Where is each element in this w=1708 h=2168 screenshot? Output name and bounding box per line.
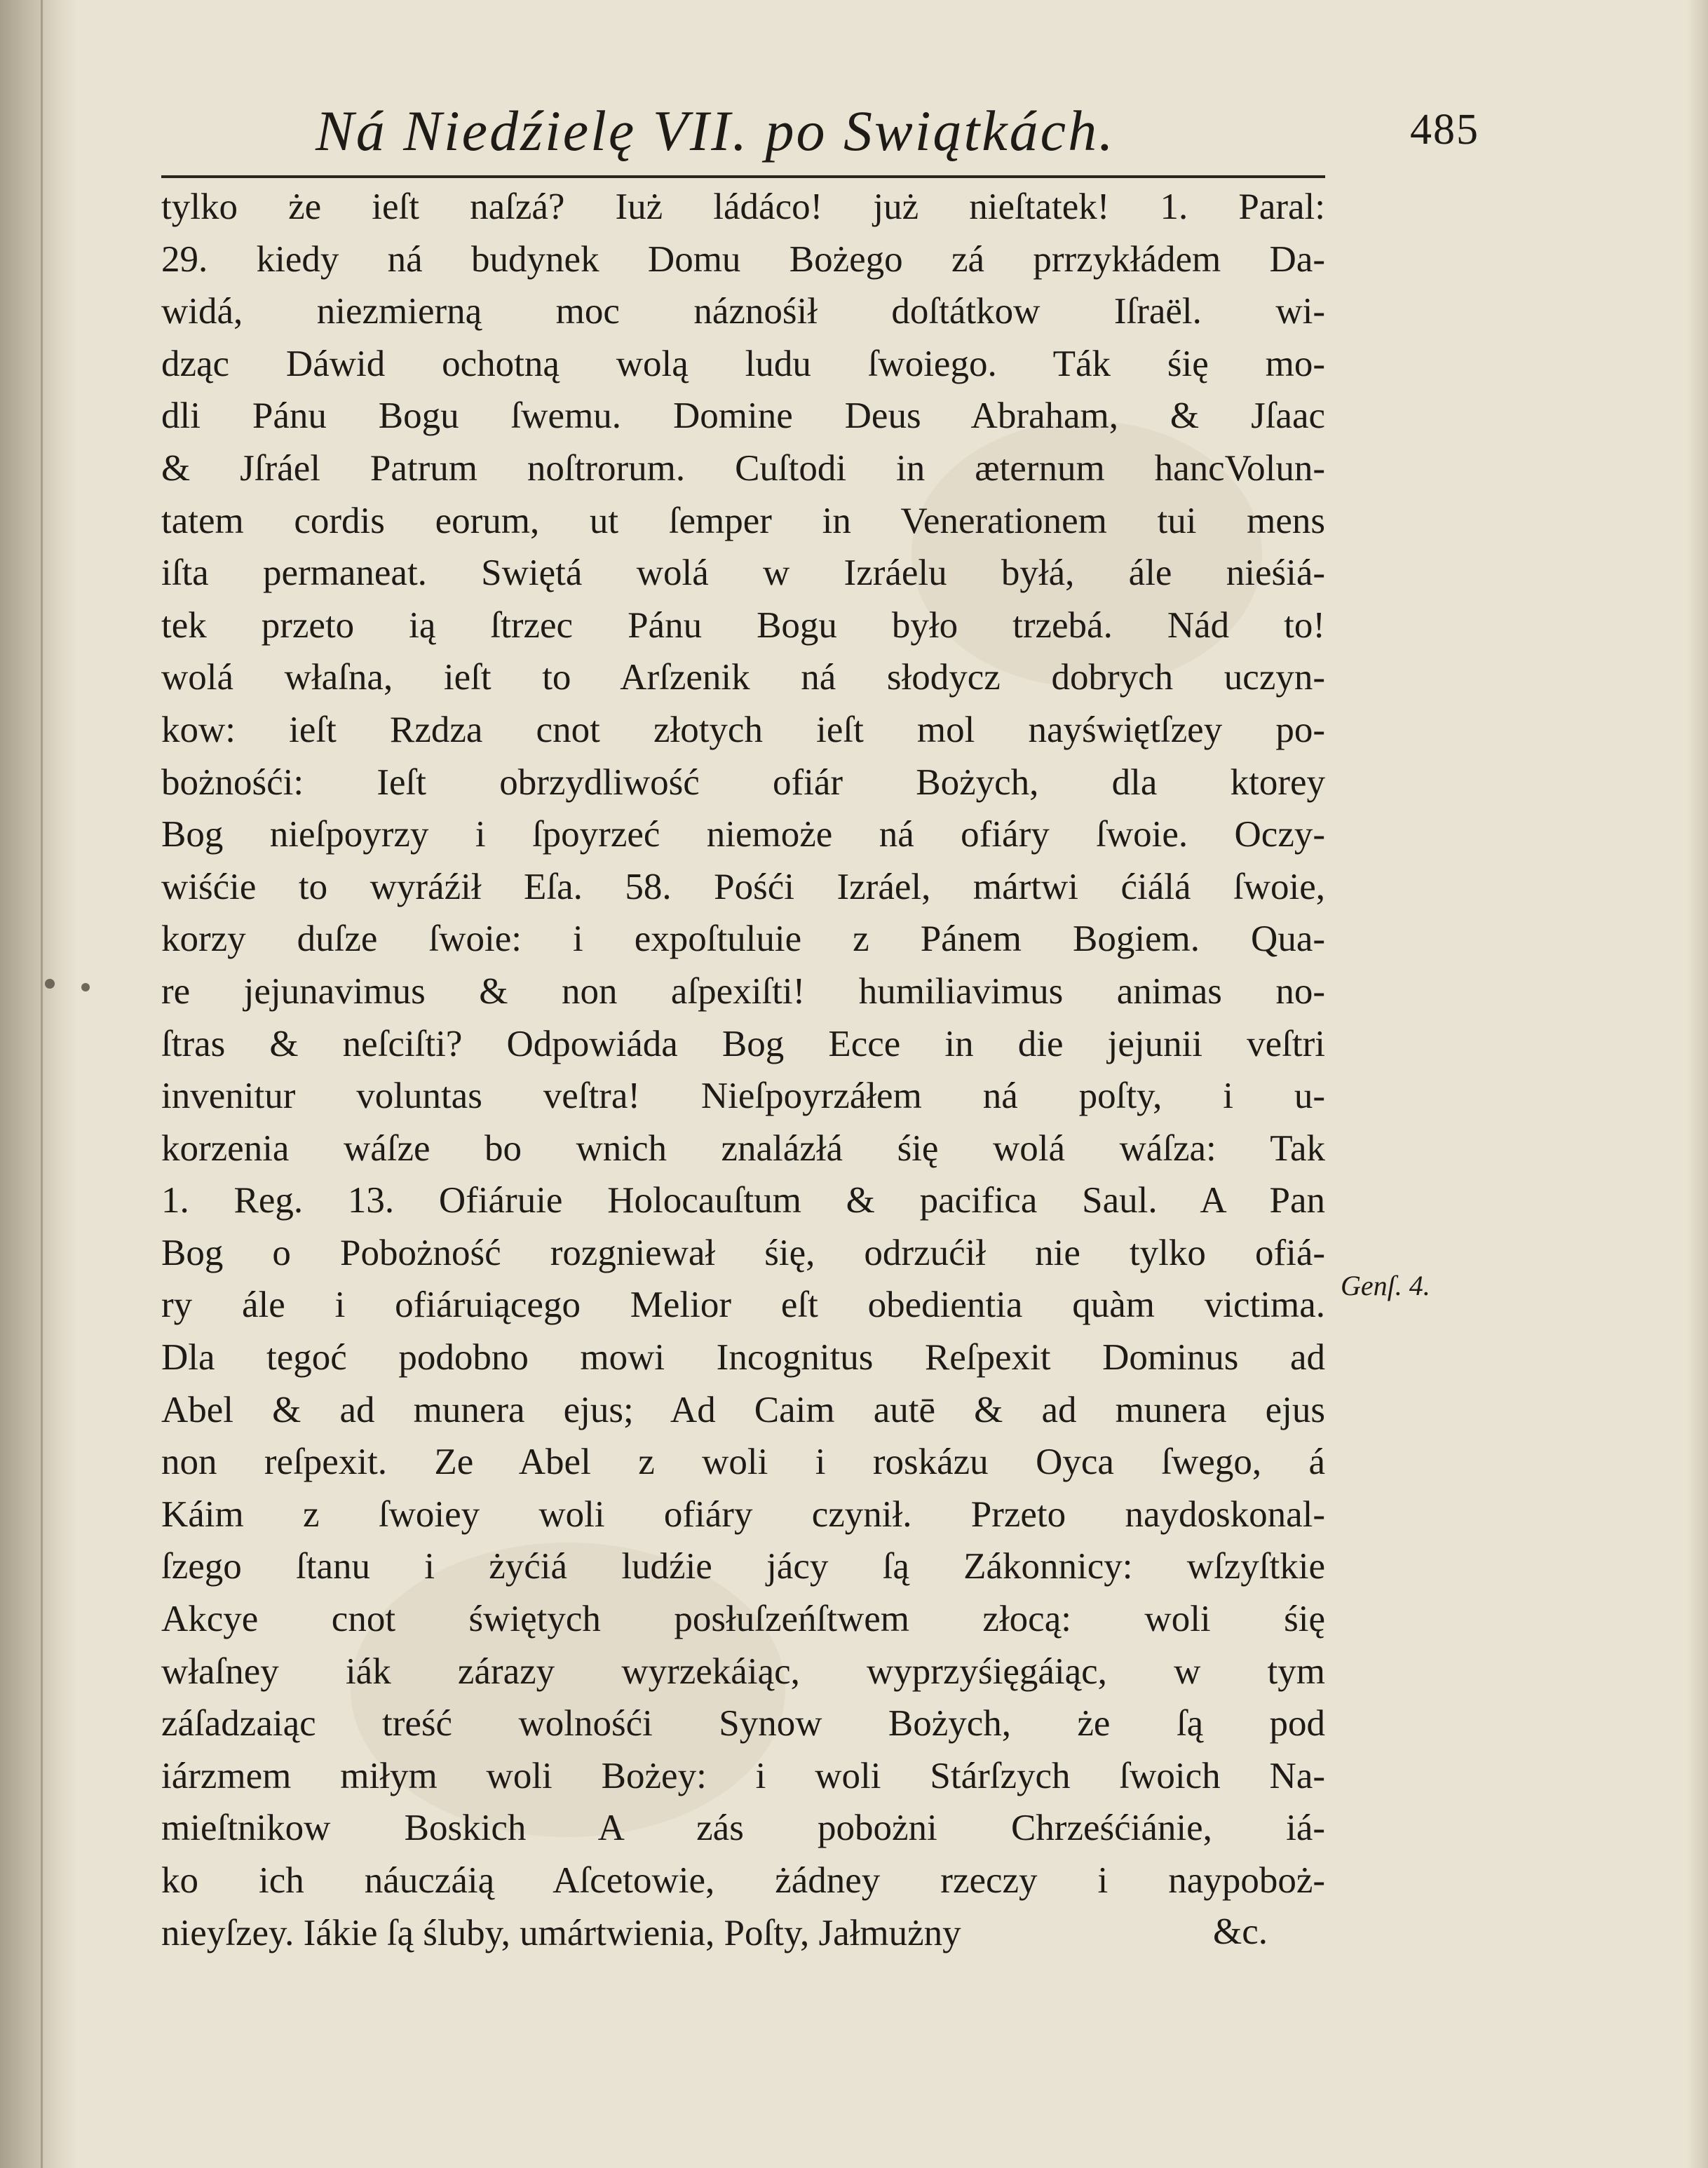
text-line: korzy duſze ſwoie: i expoſtuluie z Pánem Bogiem. Qua- bbox=[161, 919, 1325, 960]
text-line: tatem cordis eorum, ut ſemper in Venerationem tui mens bbox=[161, 500, 1325, 541]
text-line: korzenia wáſze bo wnich znalázłá śię wolá wáſza: Tak bbox=[161, 1127, 1325, 1169]
text-line: tylko że ieſt naſzá? Iuż ládáco! już nieſtatek! 1. Paral: bbox=[161, 187, 1325, 227]
text-line: non reſpexit. Ze Abel z woli i roskázu Oyca ſwego, á bbox=[161, 1442, 1325, 1483]
text-line: ſzego ſtanu i żyćiá ludźie jácy ſą Zákonnicy: wſzyſtkie bbox=[161, 1546, 1325, 1587]
text-line: dząc Dáwid ochotną wolą ludu ſwoiego. Ták śię mo- bbox=[161, 343, 1325, 384]
text-line: bożnośći: Ieſt obrzydliwość ofiár Bożych, dla ktorey bbox=[161, 761, 1325, 803]
page-edge-shadow bbox=[1687, 0, 1708, 2168]
text-line: Akcye cnot świętych posłuſzeńſtwem złocą: woli śię bbox=[161, 1599, 1325, 1640]
text-line: ſtras & neſciſti? Odpowiáda Bog Ecce in die jejunii veſtri bbox=[161, 1023, 1325, 1064]
margin-dot bbox=[81, 983, 90, 991]
page-header bbox=[161, 98, 1479, 182]
text-line: nieyſzey. Iákie ſą śluby, umártwienia, Poſty, Jałmużny bbox=[161, 1912, 961, 1953]
text-line: iſta permaneat. Swiętá wolá w Izráelu byłá, ále nieśiá- bbox=[161, 553, 1325, 594]
text-line: widá, niezmierną moc náznośił doſtátkow Iſraël. wi- bbox=[161, 291, 1325, 332]
gutter-fold-line bbox=[41, 0, 43, 2168]
catchword: &c. bbox=[1213, 1911, 1268, 1952]
text-line: Káim z ſwoiey woli ofiáry czynił. Przeto naydoskonal- bbox=[161, 1493, 1325, 1535]
text-line: Bog nieſpoyrzy i ſpoyrzeć niemoże ná ofiáry ſwoie. Oczy- bbox=[161, 814, 1325, 855]
text-line: Dla tegoć podobno mowi Incognitus Reſpexit Dominus ad bbox=[161, 1337, 1325, 1378]
binding-gutter bbox=[0, 0, 77, 2168]
text-line: wiśćie to wyráźił Eſa. 58. Pośći Izráel, mártwi ćiálá ſwoie, bbox=[161, 866, 1325, 907]
margin-dot bbox=[45, 979, 55, 989]
text-line: wolá właſna, ieſt to Arſzenik ná słodycz dobrych uczyn- bbox=[161, 657, 1325, 698]
text-line: re jejunavimus & non aſpexiſti! humiliavimus animas no- bbox=[161, 970, 1325, 1012]
text-line: 29. kiedy ná budynek Domu Bożego zá prrzykłádem Da- bbox=[161, 238, 1325, 280]
text-line: tek przeto ią ſtrzec Pánu Bogu było trzebá. Nád to! bbox=[161, 604, 1325, 646]
running-title: Ná Niedźielę VII. po Swiątkách. bbox=[316, 99, 1116, 163]
header-rule bbox=[161, 175, 1325, 178]
text-line: ry ále i ofiáruiącego Melior eſt obedientia quàm victima. bbox=[161, 1285, 1325, 1326]
text-line: 1. Reg. 13. Ofiáruie Holocauſtum & pacifica Saul. A Pan bbox=[161, 1180, 1325, 1221]
text-line: właſney iák zárazy wyrzekáiąc, wyprzyśięgáiąc, w tym bbox=[161, 1651, 1325, 1692]
text-line: Abel & ad munera ejus; Ad Caim autē & ad munera ejus bbox=[161, 1389, 1325, 1430]
text-line: ko ich náuczáią Aſcetowie, żádney rzeczy i naypoboż- bbox=[161, 1860, 1325, 1901]
text-line: kow: ieſt Rzdza cnot złotych ieſt mol nayświętſzey po- bbox=[161, 709, 1325, 750]
text-line: & Jſráel Patrum noſtrorum. Cuſtodi in æternum hancVolun- bbox=[161, 447, 1325, 489]
text-line: Bog o Pobożność rozgniewał śię, odrzućił nie tylko ofiá- bbox=[161, 1232, 1325, 1273]
text-line: dli Pánu Bogu ſwemu. Domine Deus Abraham, & Jſaac bbox=[161, 395, 1325, 437]
text-line: záſadzaiąc treść wolnośći Synow Bożych, że ſą pod bbox=[161, 1703, 1325, 1744]
text-line: mieſtnikow Boskich A zás pobożni Chrześćiánie, iá- bbox=[161, 1808, 1325, 1849]
text-line: iárzmem miłym woli Bożey: i woli Stárſzych ſwoich Na- bbox=[161, 1755, 1325, 1796]
page-number: 485 bbox=[1410, 106, 1479, 154]
body-text bbox=[161, 181, 1325, 1959]
text-line: invenitur voluntas veſtra! Nieſpoyrzáłem ná poſty, i u- bbox=[161, 1076, 1325, 1117]
margin-note-reference: Genſ. 4. bbox=[1341, 1270, 1430, 1301]
